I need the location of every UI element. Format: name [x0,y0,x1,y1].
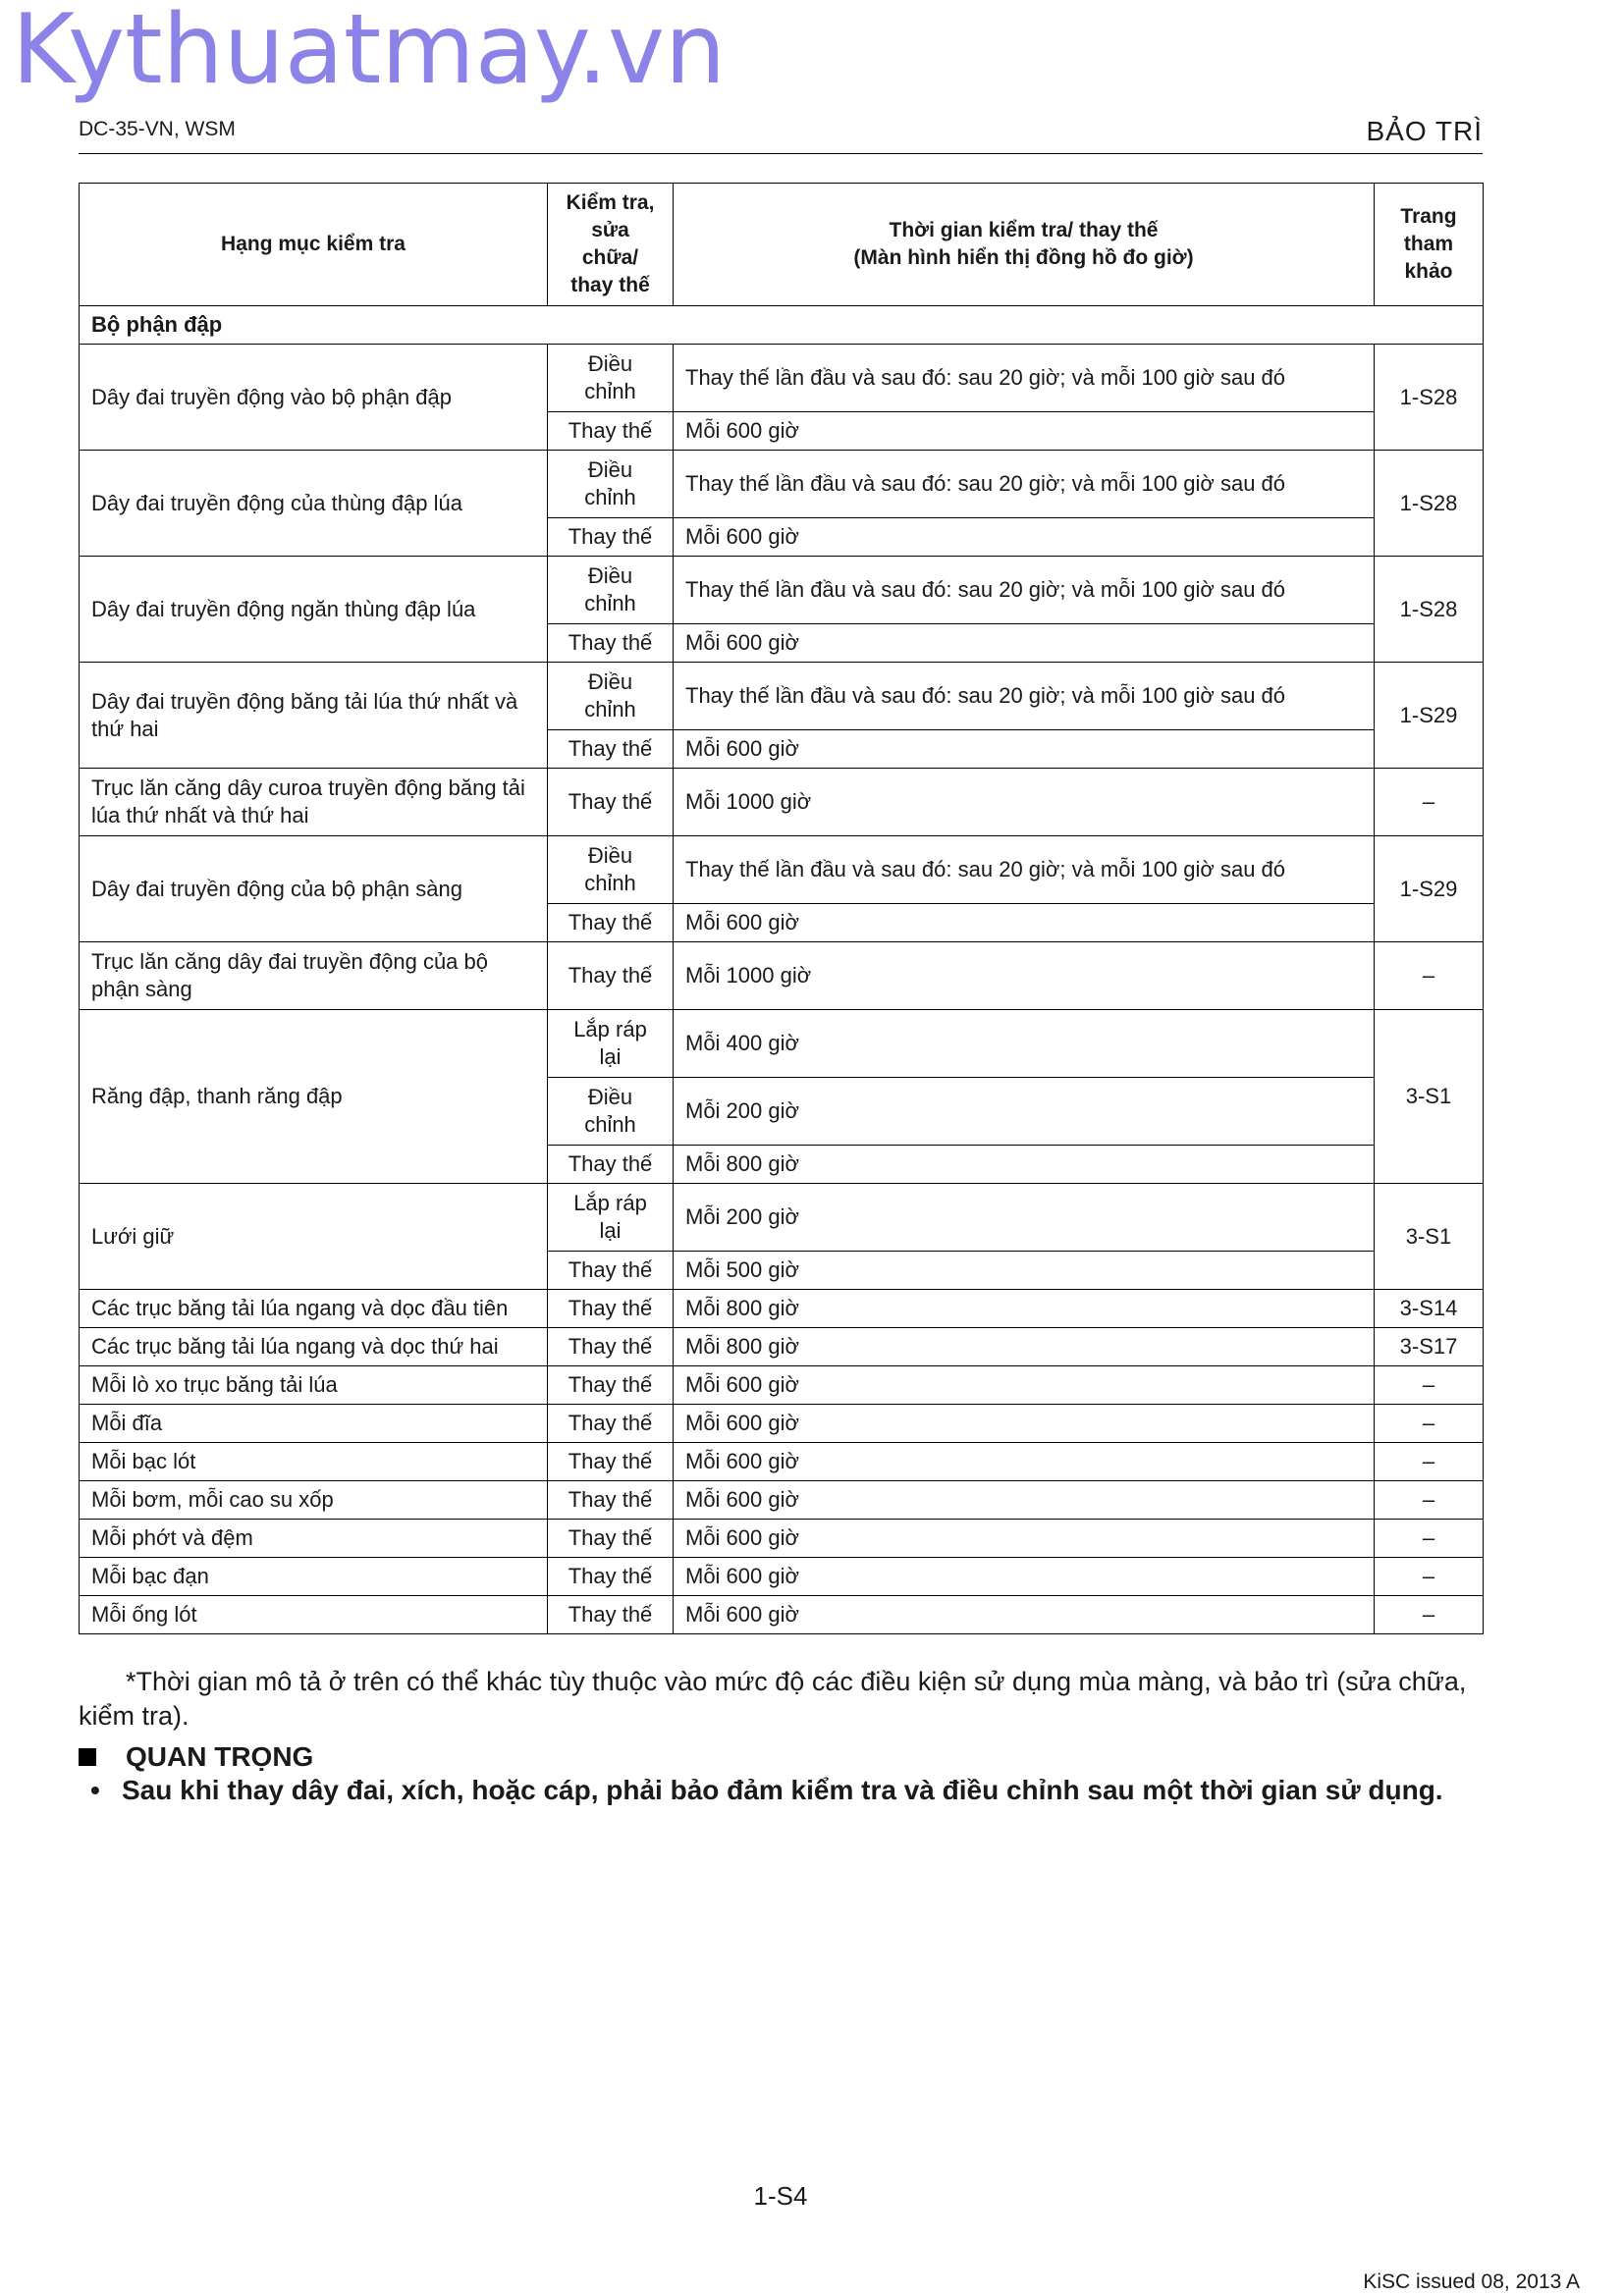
table-row [80,836,1484,904]
table-row [80,1596,1484,1634]
important-notice [79,1741,313,1773]
header-divider [79,153,1483,154]
interval-cell: Thay thế lần đầu và sau đó: sau 20 giờ; và mỗi 100 giờ sau đó [674,836,1375,904]
interval-cell: Mỗi 600 giờ [674,518,1375,557]
interval-cell: Mỗi 600 giờ [674,624,1375,663]
table-row [80,1328,1484,1366]
interval-cell: Mỗi 600 giờ [674,730,1375,769]
interval-cell: Thay thế lần đầu và sau đó: sau 20 giờ; và mỗi 100 giờ sau đó [674,663,1375,730]
inspection-item: Mỗi bơm, mỗi cao su xốp [80,1481,548,1520]
action-text: lại [599,1218,622,1243]
action-text: Thay thế [568,1449,653,1473]
table-row [80,942,1484,1010]
reference-cell: 3-S17 [1375,1328,1484,1366]
action-cell [548,1596,674,1634]
reference-cell: – [1375,1596,1484,1634]
reference-cell: – [1375,1558,1484,1596]
table-row [80,345,1484,412]
interval-cell: Mỗi 800 giờ [674,1328,1375,1366]
interval-cell: Thay thế lần đầu và sau đó: sau 20 giờ; và mỗi 100 giờ sau đó [674,557,1375,624]
interval-cell: Mỗi 1000 giờ [674,769,1375,836]
interval-cell: Mỗi 600 giờ [674,904,1375,942]
action-text: Lắp ráp [573,1191,647,1215]
action-text: lại [599,1044,622,1069]
issue-info: KiSC issued 08, 2013 A [1363,2270,1580,2293]
header-reference: Trang tham khảo [1375,184,1484,306]
reference-cell: – [1375,1481,1484,1520]
inspection-item: Dây đai truyền động băng tải lúa thứ nhất và thứ hai [80,663,548,769]
inspection-item: Trục lăn căng dây đai truyền động của bộ phận sàng [80,942,548,1010]
action-text: Thay thế [568,1257,653,1282]
action-cell [548,730,674,769]
action-text: Thay thế [568,418,653,443]
square-bullet-icon [79,1748,96,1766]
interval-cell: Mỗi 600 giờ [674,1481,1375,1520]
table-row [80,663,1484,730]
action-cell [548,769,674,836]
table-row [80,1443,1484,1481]
action-cell [548,1366,674,1405]
reference-cell: 3-S1 [1375,1184,1484,1290]
action-cell [548,451,674,518]
interval-cell: Mỗi 800 giờ [674,1290,1375,1328]
action-cell [548,1520,674,1558]
action-cell [548,345,674,412]
action-text: Thay thế [568,1602,653,1627]
action-text: Thay thế [568,1334,653,1359]
inspection-item: Các trục băng tải lúa ngang và dọc thứ hai [80,1328,548,1366]
action-text: chỉnh [584,1112,636,1137]
interval-cell: Mỗi 600 giờ [674,1558,1375,1596]
inspection-item: Mỗi lò xo trục băng tải lúa [80,1366,548,1405]
action-text: Thay thế [568,910,653,934]
action-text: Thay thế [568,1525,653,1550]
inspection-item: Mỗi bạc đạn [80,1558,548,1596]
reference-cell: 1-S29 [1375,836,1484,942]
table-row [80,1520,1484,1558]
interval-cell: Mỗi 200 giờ [674,1184,1375,1252]
table-row [80,769,1484,836]
action-cell [548,624,674,663]
inspection-item: Dây đai truyền động vào bộ phận đập [80,345,548,451]
reference-cell: – [1375,1405,1484,1443]
reference-cell: 1-S28 [1375,345,1484,451]
important-title: QUAN TRỌNG [126,1741,314,1772]
inspection-item: Mỗi bạc lót [80,1443,548,1481]
interval-cell: Thay thế lần đầu và sau đó: sau 20 giờ; và mỗi 100 giờ sau đó [674,345,1375,412]
action-cell [548,557,674,624]
action-cell [548,1558,674,1596]
table-row [80,1481,1484,1520]
table-row [80,1366,1484,1405]
action-text: Thay thế [568,1564,653,1588]
table-row [80,1010,1484,1078]
action-text: Lắp ráp [573,1017,647,1041]
reference-cell: – [1375,1366,1484,1405]
interval-cell: Mỗi 600 giờ [674,412,1375,451]
action-text: Điều [587,843,633,868]
footnote: *Thời gian mô tả ở trên có thể khác tùy thuộc vào mức độ các điều kiện sử dụng mùa màng, và bảo trì (sửa chữa, kiểm tra). [79,1667,1467,1731]
action-text: Thay thế [568,963,653,988]
action-cell [548,942,674,1010]
action-cell [548,1328,674,1366]
action-text: chỉnh [584,379,636,403]
action-text: chỉnh [584,591,636,615]
important-bullet-text: Sau khi thay dây đai, xích, hoặc cáp, phải bảo đảm kiểm tra và điều chỉnh sau một thời gian sử dụng. [122,1775,1443,1805]
action-text: Thay thế [568,630,653,655]
inspection-item: Mỗi phớt và đệm [80,1520,548,1558]
action-cell [548,1078,674,1146]
action-cell [548,518,674,557]
action-text: Điều [587,351,633,376]
action-text: chỉnh [584,485,636,509]
reference-cell: 1-S28 [1375,451,1484,557]
watermark-logo: Kythuatmay.vn [12,0,727,106]
maintenance-table [79,183,1484,1634]
reference-cell: 3-S14 [1375,1290,1484,1328]
interval-cell: Mỗi 600 giờ [674,1405,1375,1443]
inspection-item: Dây đai truyền động của thùng đập lúa [80,451,548,557]
action-text: Điều [587,1085,633,1109]
action-text: chỉnh [584,697,636,721]
interval-cell: Mỗi 600 giờ [674,1520,1375,1558]
interval-cell: Mỗi 600 giờ [674,1443,1375,1481]
action-cell [548,904,674,942]
action-cell [548,1405,674,1443]
reference-cell: – [1375,1443,1484,1481]
action-cell [548,1010,674,1078]
reference-cell: – [1375,942,1484,1010]
header-interval: Thời gian kiểm tra/ thay thế (Màn hình hiển thị đồng hồ đo giờ) [674,184,1375,306]
section-title: BẢO TRÌ [1366,116,1483,146]
inspection-item: Dây đai truyền động ngăn thùng đập lúa [80,557,548,663]
interval-cell: Mỗi 400 giờ [674,1010,1375,1078]
important-bullet [90,1775,1443,1806]
document-code: DC-35-VN, WSM [79,118,236,140]
action-cell [548,412,674,451]
reference-cell: 1-S28 [1375,557,1484,663]
reference-cell: 1-S29 [1375,663,1484,769]
reference-cell: 3-S1 [1375,1010,1484,1184]
action-cell [548,1146,674,1184]
action-cell [548,1481,674,1520]
action-text: Điều [587,563,633,588]
action-text: Thay thế [568,1372,653,1397]
action-text: Thay thế [568,1411,653,1435]
interval-cell: Mỗi 800 giờ [674,1146,1375,1184]
table-row [80,557,1484,624]
action-cell [548,836,674,904]
table-row [80,1184,1484,1252]
inspection-item: Trục lăn căng dây curoa truyền động băng tải lúa thứ nhất và thứ hai [80,769,548,836]
action-text: Thay thế [568,524,653,549]
action-text: Thay thế [568,1487,653,1512]
action-text: Thay thế [568,1151,653,1176]
table-row [80,1405,1484,1443]
action-text: Thay thế [568,736,653,761]
action-text: Thay thế [568,789,653,814]
interval-cell: Mỗi 600 giờ [674,1596,1375,1634]
table-row [80,451,1484,518]
inspection-item: Các trục băng tải lúa ngang và dọc đầu tiên [80,1290,548,1328]
inspection-item: Răng đập, thanh răng đập [80,1010,548,1184]
action-cell [548,1252,674,1290]
action-text: chỉnh [584,871,636,895]
reference-cell: – [1375,1520,1484,1558]
table-row [80,1558,1484,1596]
section-label: Bộ phận đập [80,306,1484,345]
table-header-row [80,184,1484,306]
action-text: Điều [587,457,633,482]
interval-cell: Thay thế lần đầu và sau đó: sau 20 giờ; và mỗi 100 giờ sau đó [674,451,1375,518]
interval-cell: Mỗi 200 giờ [674,1078,1375,1146]
section-row [80,306,1484,345]
header-action: Kiểm tra, sửa chữa/ thay thế [548,184,674,306]
interval-cell: Mỗi 600 giờ [674,1366,1375,1405]
action-cell [548,1290,674,1328]
action-cell [548,1443,674,1481]
inspection-item: Mỗi đĩa [80,1405,548,1443]
header-item: Hạng mục kiểm tra [80,184,548,306]
inspection-item: Lưới giữ [80,1184,548,1290]
table-row [80,1290,1484,1328]
inspection-item: Mỗi ống lót [80,1596,548,1634]
interval-cell: Mỗi 500 giờ [674,1252,1375,1290]
action-cell [548,1184,674,1252]
interval-cell: Mỗi 1000 giờ [674,942,1375,1010]
reference-cell: – [1375,769,1484,836]
action-text: Thay thế [568,1296,653,1320]
bullet-marker: • [90,1775,100,1805]
action-cell [548,663,674,730]
action-text: Điều [587,669,633,694]
inspection-item: Dây đai truyền động của bộ phận sàng [80,836,548,942]
page-number: 1-S4 [753,2181,808,2211]
